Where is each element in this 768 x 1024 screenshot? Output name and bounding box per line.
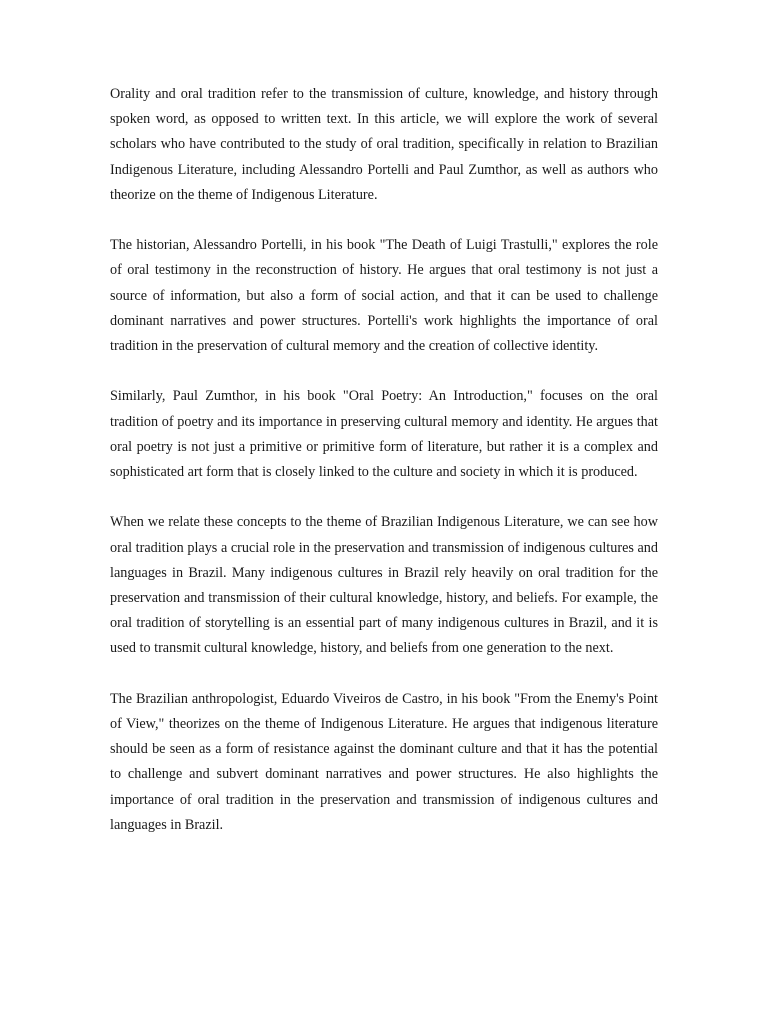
paragraph-intro: Orality and oral tradition refer to the transmission of culture, knowledge, and history through spoken word, as opposed to written text. In this article, we will explore the work of several scholars who have contributed to the study of oral tradition, specifically in relation to Brazilian Indigenous Literature, including Alessandro Portelli and Paul Zumthor, as well as authors who theorize on the theme of Indigenous Literature. <box>110 86 658 203</box>
paragraph-brazilian-indigenous-literature: When we relate these concepts to the theme of Brazilian Indigenous Literature, we can see how oral tradition plays a crucial role in the preservation and transmission of indigenous cultures and languages in Brazil. Many indigenous cultures in Brazil rely heavily on oral tradition for the preservation and transmission of their cultural knowledge, history, and beliefs. For example, the oral tradition of storytelling is an essential part of many indigenous cultures in Brazil, and it is used to transmit cultural knowledge, history, and beliefs from one generation to the next. <box>110 514 658 657</box>
article-body <box>110 82 658 838</box>
paragraph-zumthor: Similarly, Paul Zumthor, in his book "Oral Poetry: An Introduction," focuses on the oral tradition of poetry and its importance in preserving cultural memory and identity. He argues that oral poetry is not just a primitive or primitive form of literature, but rather it is a complex and sophisticated art form that is closely linked to the culture and society in which it is produced. <box>110 388 658 481</box>
paragraph-viveiros-de-castro: The Brazilian anthropologist, Eduardo Viveiros de Castro, in his book "From the Enemy's Point of View," theorizes on the theme of Indigenous Literature. He argues that indigenous literature should be seen as a form of resistance against the dominant culture and that it has the potential to challenge and subvert dominant narratives and power structures. He also highlights the importance of oral tradition in the preservation and transmission of indigenous cultures and languages in Brazil. <box>110 690 658 833</box>
paragraph-portelli: The historian, Alessandro Portelli, in his book "The Death of Luigi Trastulli," explores the role of oral testimony in the reconstruction of history. He argues that oral testimony is not just a source of information, but also a form of social action, and that it can be used to challenge dominant narratives and power structures. Portelli's work highlights the importance of oral tradition in the preservation of cultural memory and the creation of collective identity. <box>110 237 658 355</box>
